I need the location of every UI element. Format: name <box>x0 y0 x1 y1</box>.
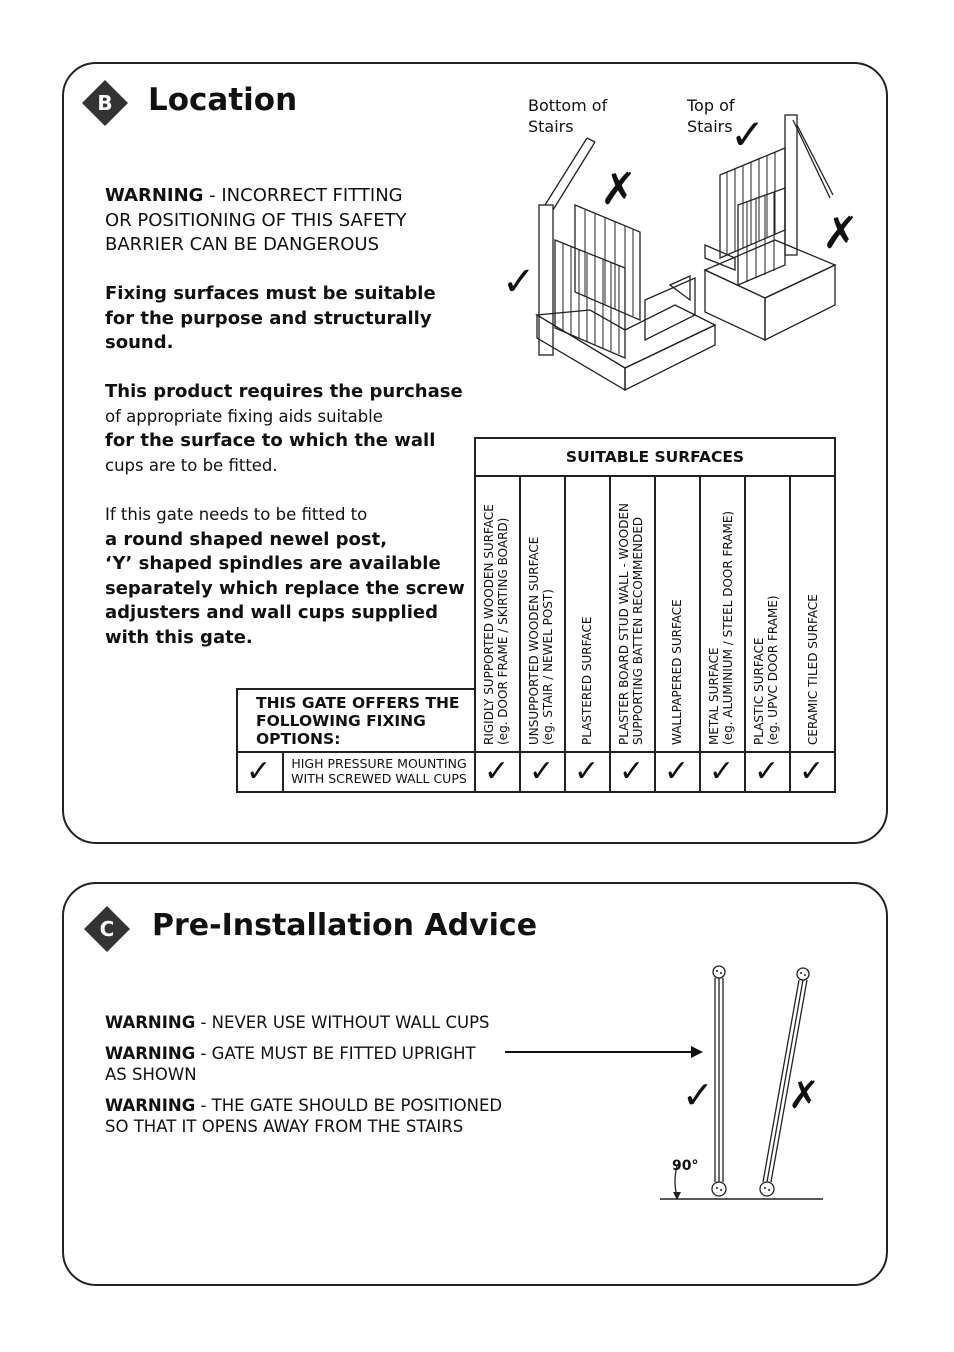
surface-check-icon: ✓ <box>799 754 825 789</box>
purchase-paragraph: This product requires the purchase of appropriate fixing aids suitable for the surface to which the wall cups are to be fitted. <box>105 381 463 475</box>
surface-check-icon: ✓ <box>664 754 690 789</box>
wrong-cross-icon: ✗ <box>788 1073 820 1117</box>
correct-check-icon: ✓ <box>730 110 766 159</box>
top-of-stairs-label: Top of Stairs <box>687 96 735 136</box>
location-warning: WARNING - INCORRECT FITTING OR POSITIONING OF THIS SAFETY BARRIER CAN BE DANGEROUS <box>105 185 407 255</box>
section-c-badge <box>84 906 130 952</box>
warning-label: WARNING <box>105 185 204 206</box>
surface-plastic: PLASTIC SURFACE (eg. UPVC DOOR FRAME) <box>752 595 780 745</box>
surface-check-icon: ✓ <box>484 754 510 789</box>
svg-text:B: B <box>97 91 113 115</box>
surface-ceramic: CERAMIC TILED SURFACE <box>806 594 820 745</box>
surface-plastered: PLASTERED SURFACE <box>580 616 594 745</box>
surface-wallpapered: WALLPAPERED SURFACE <box>670 599 684 745</box>
wrong-cross-icon: ✗ <box>600 164 637 215</box>
high-pressure-mounting-label: HIGH PRESSURE MOUNTING WITH SCREWED WALL CUPS <box>291 756 467 786</box>
svg-text:C: C <box>99 917 115 941</box>
fixing-options-header: THIS GATE OFFERS THE FOLLOWING FIXING OPTIONS: <box>256 694 460 748</box>
stairs-gate-illustration <box>495 100 865 400</box>
warning-opens-away: WARNING - THE GATE SHOULD BE POSITIONED SO THAT IT OPENS AWAY FROM THE STAIRS <box>105 1096 503 1136</box>
correct-check-icon: ✓ <box>502 259 536 305</box>
surface-check-icon: ✓ <box>754 754 780 789</box>
suitable-surfaces-header: SUITABLE SURFACES <box>565 448 745 466</box>
newel-post-paragraph: If this gate needs to be fitted to a round shaped newel post, ‘Y’ shaped spindles are available separately which replace the screw adjusters and wall cups supplied with this gate. <box>105 505 465 648</box>
surface-plaster-board: PLASTER BOARD STUD WALL - WOODEN SUPPORTING BATTEN RECOMMENDED <box>617 502 645 745</box>
correct-check-icon: ✓ <box>682 1073 714 1117</box>
fixing-surfaces-paragraph: Fixing surfaces must be suitable for the purpose and structurally sound. <box>105 283 436 353</box>
surface-rigid-wood: RIGIDLY SUPPORTED WOODEN SURFACE (eg. DOOR FRAME / SKIRTING BOARD) <box>482 504 510 745</box>
surface-check-icon: ✓ <box>574 754 600 789</box>
bottom-of-stairs-label: Bottom of Stairs <box>528 96 608 136</box>
wrong-cross-icon: ✗ <box>822 208 859 259</box>
warning-wall-cups: WARNING - NEVER USE WITHOUT WALL CUPS <box>105 1013 490 1032</box>
surface-check-icon: ✓ <box>619 754 645 789</box>
surface-check-icon: ✓ <box>709 754 735 789</box>
surface-check-icon: ✓ <box>529 754 555 789</box>
option-check-icon: ✓ <box>246 754 272 789</box>
pre-installation-title: Pre-Installation Advice <box>152 908 538 943</box>
surface-unsupported-wood: UNSUPPORTED WOODEN SURFACE (eg. STAIR / NEWEL POST) <box>527 536 555 745</box>
surface-metal: METAL SURFACE (eg. ALUMINIUM / STEEL DOOR FRAME) <box>707 510 735 745</box>
location-title: Location <box>148 82 298 118</box>
warning-fitted-upright: WARNING - GATE MUST BE FITTED UPRIGHT AS SHOWN <box>105 1044 476 1084</box>
angle-90-label: 90° <box>672 1158 699 1174</box>
section-b-badge <box>82 80 128 126</box>
